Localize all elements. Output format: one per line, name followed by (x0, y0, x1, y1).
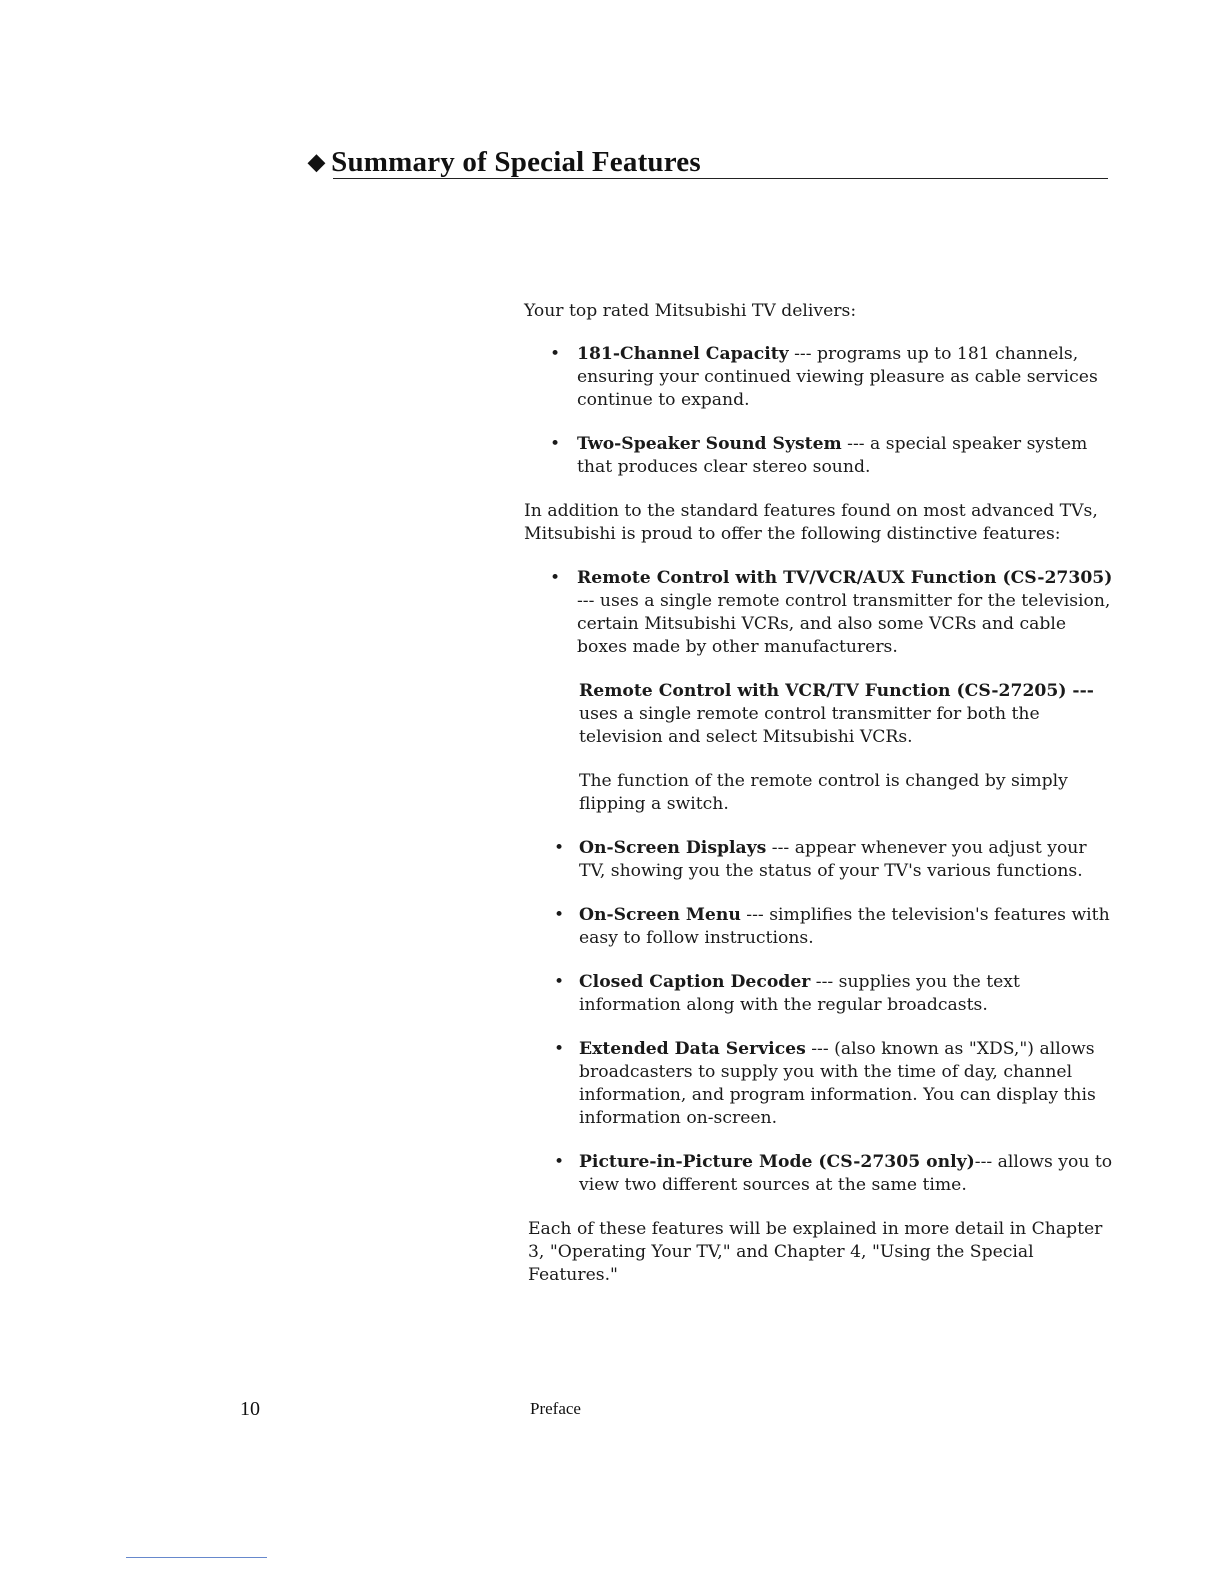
feature-name: Two-Speaker Sound System (577, 434, 842, 454)
remote-alt-text: uses a single remote control transmitter for both the television and select Mitsubishi VCRs. (579, 704, 1040, 747)
feature-name: Picture-in-Picture Mode (CS-27305 only) (579, 1152, 975, 1172)
feature-text: uses a single remote control transmitter for the television, certain Mitsubishi VCRs, and also some VCRs and cable boxes made by other manufacturers. (577, 591, 1111, 657)
feature-name: Remote Control with TV/VCR/AUX Function (CS-27305) (577, 568, 1113, 588)
feature-separator: --- (740, 905, 770, 925)
title-rule (333, 178, 1108, 179)
page-title-text: Summary of Special Features (331, 146, 701, 178)
feature-name: Closed Caption Decoder (579, 972, 811, 992)
remote-switch-note: The function of the remote control is changed by simply flipping a switch. (579, 771, 1068, 814)
feature-item-sound-system (524, 433, 1114, 479)
addition-text: In addition to the standard features found on most advanced TVs, Mitsubishi is proud to offer the following distinctive features: (524, 501, 1098, 544)
closing-text: Each of these features will be explained in more detail in Chapter 3, "Operating Your TV," and Chapter 4, "Using the Special Features." (528, 1219, 1103, 1285)
feature-item-channel-capacity (524, 343, 1114, 412)
bullet-icon: • (550, 434, 561, 454)
feature-text: supplies you the text information along with the regular broadcasts. (579, 972, 1020, 1015)
bullet-icon: • (554, 905, 565, 925)
page-number: 10 (240, 1398, 260, 1420)
bullet-icon: • (550, 568, 561, 588)
bullet-icon: • (550, 344, 561, 364)
feature-text: simplifies the television's features with easy to follow instructions. (579, 905, 1110, 948)
feature-item-remote-control (524, 567, 1114, 659)
feature-name: 181-Channel Capacity (577, 344, 789, 364)
bullet-icon: • (554, 1152, 565, 1172)
remote-control-alt (524, 680, 1114, 749)
more-feature-list (524, 837, 1114, 1197)
feature-separator: --- (974, 1152, 998, 1172)
bullet-icon: • (554, 838, 565, 858)
feature-item-picture-in-picture (524, 1151, 1114, 1197)
feature-name: On-Screen Displays (579, 838, 767, 858)
feature-text: (also known as "XDS,") allows broadcasters to supply you with the time of day, channel information, and program information. You can display this information on-screen. (579, 1039, 1096, 1128)
distinctive-feature-list (524, 567, 1114, 659)
feature-text: a special speaker system that produces clear stereo sound. (577, 434, 1088, 477)
feature-text: allows you to view two different sources at the same time. (579, 1152, 1113, 1195)
feature-text: programs up to 181 channels, ensuring your continued viewing pleasure as cable services continue to expand. (577, 344, 1098, 410)
feature-separator: --- (841, 434, 871, 454)
feature-separator: --- (766, 838, 795, 858)
page-title (308, 146, 701, 179)
feature-item-on-screen-menu (524, 904, 1114, 950)
basic-feature-list (524, 343, 1114, 479)
feature-separator: --- (577, 591, 600, 611)
diamond-bullet-icon: ◆ (308, 149, 326, 174)
feature-text: appear whenever you adjust your TV, showing you the status of your TV's various functions. (579, 838, 1087, 881)
section-label: Preface (530, 1399, 581, 1418)
feature-name: Extended Data Services (579, 1039, 806, 1059)
feature-separator: --- (805, 1039, 835, 1059)
feature-item-closed-caption (524, 971, 1114, 1017)
bottom-divider (126, 1557, 267, 1558)
intro-text: Your top rated Mitsubishi TV delivers: (524, 301, 857, 321)
feature-item-extended-data (524, 1038, 1114, 1130)
feature-separator: --- (810, 972, 839, 992)
feature-item-on-screen-displays (524, 837, 1114, 883)
main-content (524, 300, 1114, 1308)
feature-name: On-Screen Menu (579, 905, 741, 925)
remote-alt-name: Remote Control with VCR/TV Function (CS-27205) --- (579, 681, 1094, 701)
bullet-icon: • (554, 1039, 565, 1059)
feature-separator: --- (788, 344, 818, 364)
bullet-icon: • (554, 972, 565, 992)
